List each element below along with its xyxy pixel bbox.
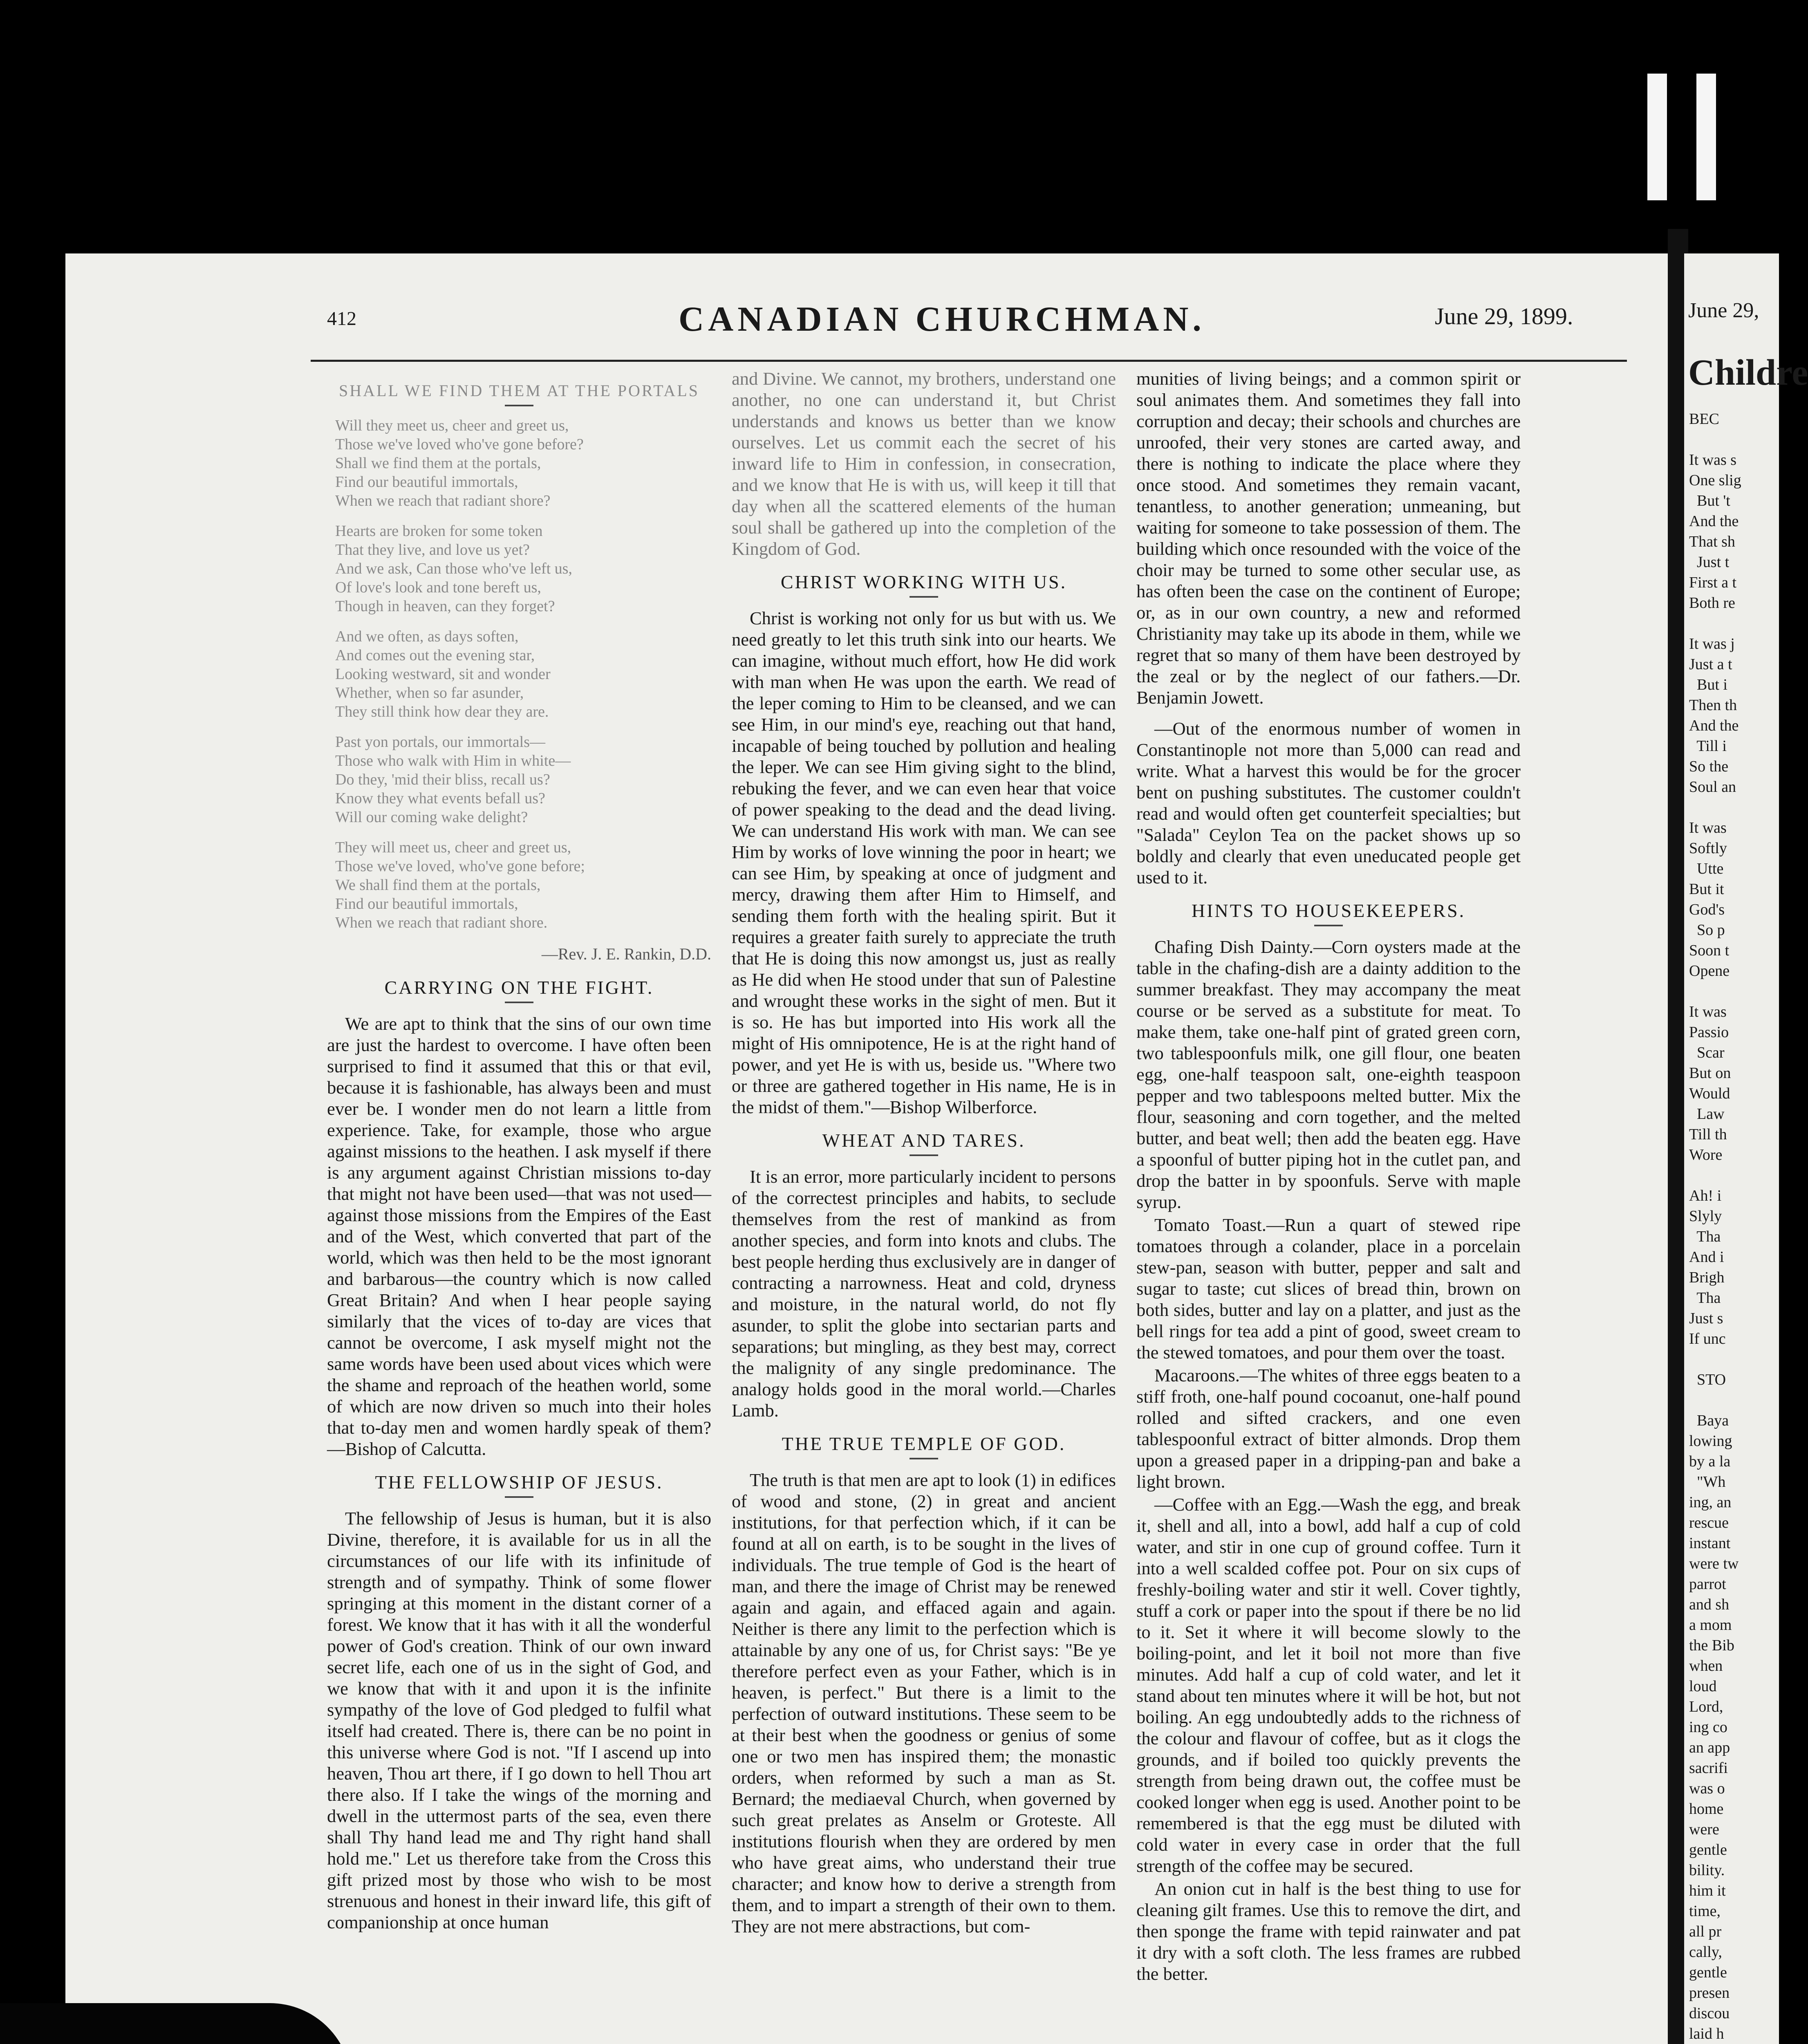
title-dash [505,1496,533,1498]
title-dash [910,1154,938,1156]
article-title-fight: CARRYING ON THE FIGHT. [384,977,654,998]
title-dash [910,596,938,598]
poem-stanza: Will they meet us, cheer and greet us, Those we've loved who've gone before? Shall we find them at the portals, Find our beautiful immortals, When we reach that radiant shore? [335,417,584,509]
title-dash [505,1002,533,1003]
column-2 [732,368,1116,1939]
adjacent-page-text: BEC It was s One slig But 't And the That sh Just t First a t Both re It was j Just a t But i Then th And the Till i So the Soul an It was Softly Utte But it God's So p Soon t Opene It was Passio Scar But on Would Law Till th Wore Ah! i Slyly Tha And i Brigh Tha Just s If unc STO Baya lowing by a la "Wh ing, an rescue instant were tw parrot and sh a mom the Bib when loud Lord, ing co an app sacrifi was o home were gentle bility. him it time, all pr cally, gentle presen discou laid h [1689,410,1741,2042]
page-header [65,298,1676,356]
issue-date: June 29, 1899. [1435,303,1573,329]
page-number: 412 [327,308,356,329]
adjacent-page-date: June 29, [1688,299,1759,322]
hint-paragraph: Macaroons.—The whites of three eggs beaten to a stiff froth, one-half pound cocoanut, one-half pound rolled and sifted crackers, and one even tablespoonful extract of bitter almonds. Drop them upon a greased paper in a dripping-pan and bake a light brown. [1136,1365,1521,1492]
article-continuation: munities of living beings; and a common spirit or soul animates them. And sometimes they fall into corruption and decay; their schools and churches are unroofed, their very stones are carted away, and there is nothing to indicate the place where they once stood. And sometimes they remain vacant, tenantless, to another generation; unmeaning, but waiting for someone to take possession of them. The building which once resounded with the voice of the choir may be turned to some other secular use, as has often been the case on the continent of Europe; or, as in our own country, a new and reformed Christianity may take up its abode in them, while we regret that so many of them have been destroyed by the zeal or by the neglect of our fathers.—Dr. Benjamin Jowett. [1136,368,1521,708]
article-continuation: and Divine. We cannot, my brothers, understand one another, no one can understand it, but Christ understands and knows us better than we know ourselves. Let us commit each the secret of his inward life to Him in confession, in consecration, and we know that He is with us, will keep it till that day when all the scattered elements of the human soul shall be gathered up into the completion of the Kingdom of God. [732,368,1116,559]
scanner-thumb-shadow [0,2003,352,2044]
poem-attribution: —Rev. J. E. Rankin, D.D. [541,945,711,963]
poem-stanza: And we often, as days soften, And comes out the evening star, Looking westward, sit and wonder Whether, when so far asunder, They still think how dear they are. [335,628,551,720]
title-dash [505,405,533,406]
title-dash [910,1458,938,1459]
column-3 [1136,368,1521,1986]
article-title-temple: THE TRUE TEMPLE OF GOD. [782,1433,1066,1454]
hint-paragraph: An onion cut in half is the best thing to use for cleaning gilt frames. Use this to remove the dirt, and then sponge the frame with tepid rainwater and pat it dry with a soft cloth. The less frames are rubbed the better. [1136,1878,1521,1984]
poem-stanza: Past yon portals, our immortals— Those who walk with Him in white— Do they, 'mid their bliss, recall us? Know they what events befall us? Will our coming wake delight? [335,733,571,826]
poem-title: SHALL WE FIND THEM AT THE PORTALS [339,381,699,400]
header-rule [311,360,1627,362]
poem-stanza: They will meet us, cheer and greet us, Those we've loved, who've gone before; We shall find them at the portals, Find our beautiful immortals, When we reach that radiant shore. [335,839,585,931]
article-body-christ: Christ is working not only for us but with us. We need greatly to let this truth sink into our hearts. We can imagine, without much effort, how He did work with man when He was upon the earth. We read of the leper coming to Him to be cleansed, and we can see Him, in our mind's eye, reaching out that hand, incapable of being touched by pollution and healing the leper. We can see Him giving sight to the blind, rebuking the fever, and we can even hear that voice of power speaking to the dead and the dead living. We can understand His work with man. We can see Him by works of love winning the poor in heart; we can see Him, by speaking at once of judgment and mercy, drawing them after Him to Himself, and sending them forth with the healing spirit. But it requires a greater faith surely to appreciate the truth that He is doing this now amongst us, just as really as He did when He stood under that sun of Palestine and wrought these works in the sight of men. But it is so. He has but imported into His work all the might of His omnipotence, He is at the right hand of power, and yet He is with us, beside us. "Where two or three are gathered together in His name, He is in the midst of them."—Bishop Wilberforce. [732,608,1116,1117]
article-title-fellowship: THE FELLOWSHIP OF JESUS. [375,1472,663,1493]
column-1 [327,368,711,1934]
hint-paragraph: Chafing Dish Dainty.—Corn oysters made at the table in the chafing-dish are a dainty addition to the summer breakfast. They may accompany the meat course or be served as a substitute for meat. To make them, take one-half pint of grated green corn, two tablespoonfuls milk, one gill flour, one beaten egg, one-half teaspoon salt, one-eighth teaspoon pepper and two tablespoons melted butter. Mix the flour, seasoning and corn together, and the melted butter, and beat well; then add the beaten egg. Have a spoonful of butter piping hot in the cutlet pan, and drop the batter in by spoonfuls. Serve with maple syrup. [1136,937,1521,1212]
article-body-women: —Out of the enormous number of women in Constantinople not more than 5,000 can read and write. What a harvest this would be for the grocer bent on pushing substitutes. The customer couldn't read and would often get counterfeit specialties; but "Salada" Ceylon Tea on the packet shows up so boldly and clearly that even uneducated people get used to it. [1136,718,1521,888]
article-body-fight: We are apt to think that the sins of our own time are just the hardest to overcome. I have often been surprised to find it assumed that this or that evil, because it is fashionable, has always been and must ever be. I wonder men do not learn a little from experience. Take, for example, those who argue against missions to the heathen. I ask myself if there is any argument against Christian missions to-day that might not have been used—that was not used—against those missions from the Empires of the East and of the West, which converted that part of the world, which was then held to be the most ignorant and barbarous—the country which is now called Great Britain? And when I hear people saying similarly that the vices of to-day are vices that cannot be overcome, I ask myself might not the same words have been used about vices which were the shame and reproach of the heathen world, some of which are now driven so much into their holes that to-day men and women hardly speak of them?—Bishop of Calcutta. [327,1013,711,1459]
hint-paragraph: Tomato Toast.—Run a quart of stewed ripe tomatoes through a colander, place in a porcelain stew-pan, season with butter, pepper and salt and sugar to taste; cut slices of bread thin, brown on both sides, butter and lay on a platter, and just as the bell rings for tea add a pint of good, sweet cream to the stewed tomatoes, and pour them over the toast. [1136,1215,1521,1363]
newspaper-page [65,253,1676,2044]
article-title-wheat: WHEAT AND TARES. [822,1130,1026,1151]
masthead: CANADIAN CHURCHMAN. [679,299,1205,338]
adjacent-page [1684,253,1808,2044]
title-dash [1314,925,1343,926]
poem-stanza: Hearts are broken for some token That they live, and love us yet? And we ask, Can those who've left us, Of love's look and tone bereft us, Though in heaven, can they forget? [335,522,572,615]
article-body-fellowship: The fellowship of Jesus is human, but it is also Divine, therefore, it is available for us in all the circumstances of our life with its infinitude of strength and of sympathy. Think of some flower springing at this moment in the distant corner of a forest. We know that it has with it all the wonderful power of God's creation. Think of our own inward secret life, each one of us in the sight of God, and we know that with it and upon it is the infinite sympathy of the love of God pledged to fulfil what itself had created. There is, there can be no point in this universe where God is not. "If I ascend up into heaven, Thou art there, if I go down to hell Thou art there also. If I take the wings of the morning and dwell in the uttermost parts of the sea, even there shall Thy hand lead me and Thy right hand shall hold me." Let us therefore take from the Cross this gift prized most by those who wish to be most strenuous and honest in their inward life, this gift of companionship at once human [327,1508,711,1932]
hint-paragraph: —Coffee with an Egg.—Wash the egg, and break it, shell and all, into a bowl, add half a cup of cold water, and stir in one cup of ground coffee. Turn it into a well scalded coffee pot. Pour on six cups of freshly-boiling water and stir it well. Cover tightly, stuff a cork or paper into the spout if there be no lid to it. Set it where it will become slowly to the boiling-point, and let it boil not more than five minutes. Add half a cup of cold water, and let it stand about ten minutes where it will be hot, but not boiling. An egg undoubtedly adds to the richness of the colour and flavour of coffee, but as it clogs the grounds, and if boiled too quickly prevents the strength from being drawn out, the coffee must be cooked longer when egg is used. Another point to be remembered is that the egg must be diluted with cold water in every case in order that the full strength of the coffee may be secured. [1136,1494,1521,1876]
adjacent-page-title: Childre [1688,352,1808,393]
article-title-hints: HINTS TO HOUSEKEEPERS. [1191,900,1466,921]
article-body-wheat: It is an error, more particularly incident to persons of the correctest principles and habits, to seclude themselves from the rest of mankind as from another species, and form into knots and clubs. The best people herding thus exclusively are in danger of contracting a narrowness. Heat and cold, dryness and moisture, in the natural world, do not fly asunder, to split the globe into sectarian parts and separations; but mingling, as they best may, correct the malignity of any single predominance. The analogy holds good in the moral world.—Charles Lamb. [732,1166,1116,1421]
film-mark-top-left [1647,74,1667,200]
article-body-temple: The truth is that men are apt to look (1) in edifices of wood and stone, (2) in great and ancient institutions, for that perfection which, if it can be found at all on earth, is to be sought in the lives of individuals. The true temple of God is the heart of man, and there the image of Christ may be renewed again and again, and effaced again and again. Neither is there any limit to the perfection which is attainable by any one of us, for Christ says: "Be ye therefore perfect even as your Father, which is in heaven, is perfect." But there is a limit to the perfection of outward institutions. These seem to be at their best when the goodness or genius of some one or two men has inspired them; the monastic orders, when reformed by such a man as St. Bernard; the mediaeval Church, when governed by such great prelates as Anselm or Groteste. All institutions flourish when they are ordered by men who have great aims, who understand their true character; and know how to derive a strength from them, and to impart a strength of their own to them. They are not mere abstractions, but com- [732,1470,1116,1936]
film-mark-top-right [1696,74,1716,200]
article-title-christ: CHRIST WORKING WITH US. [780,572,1067,592]
